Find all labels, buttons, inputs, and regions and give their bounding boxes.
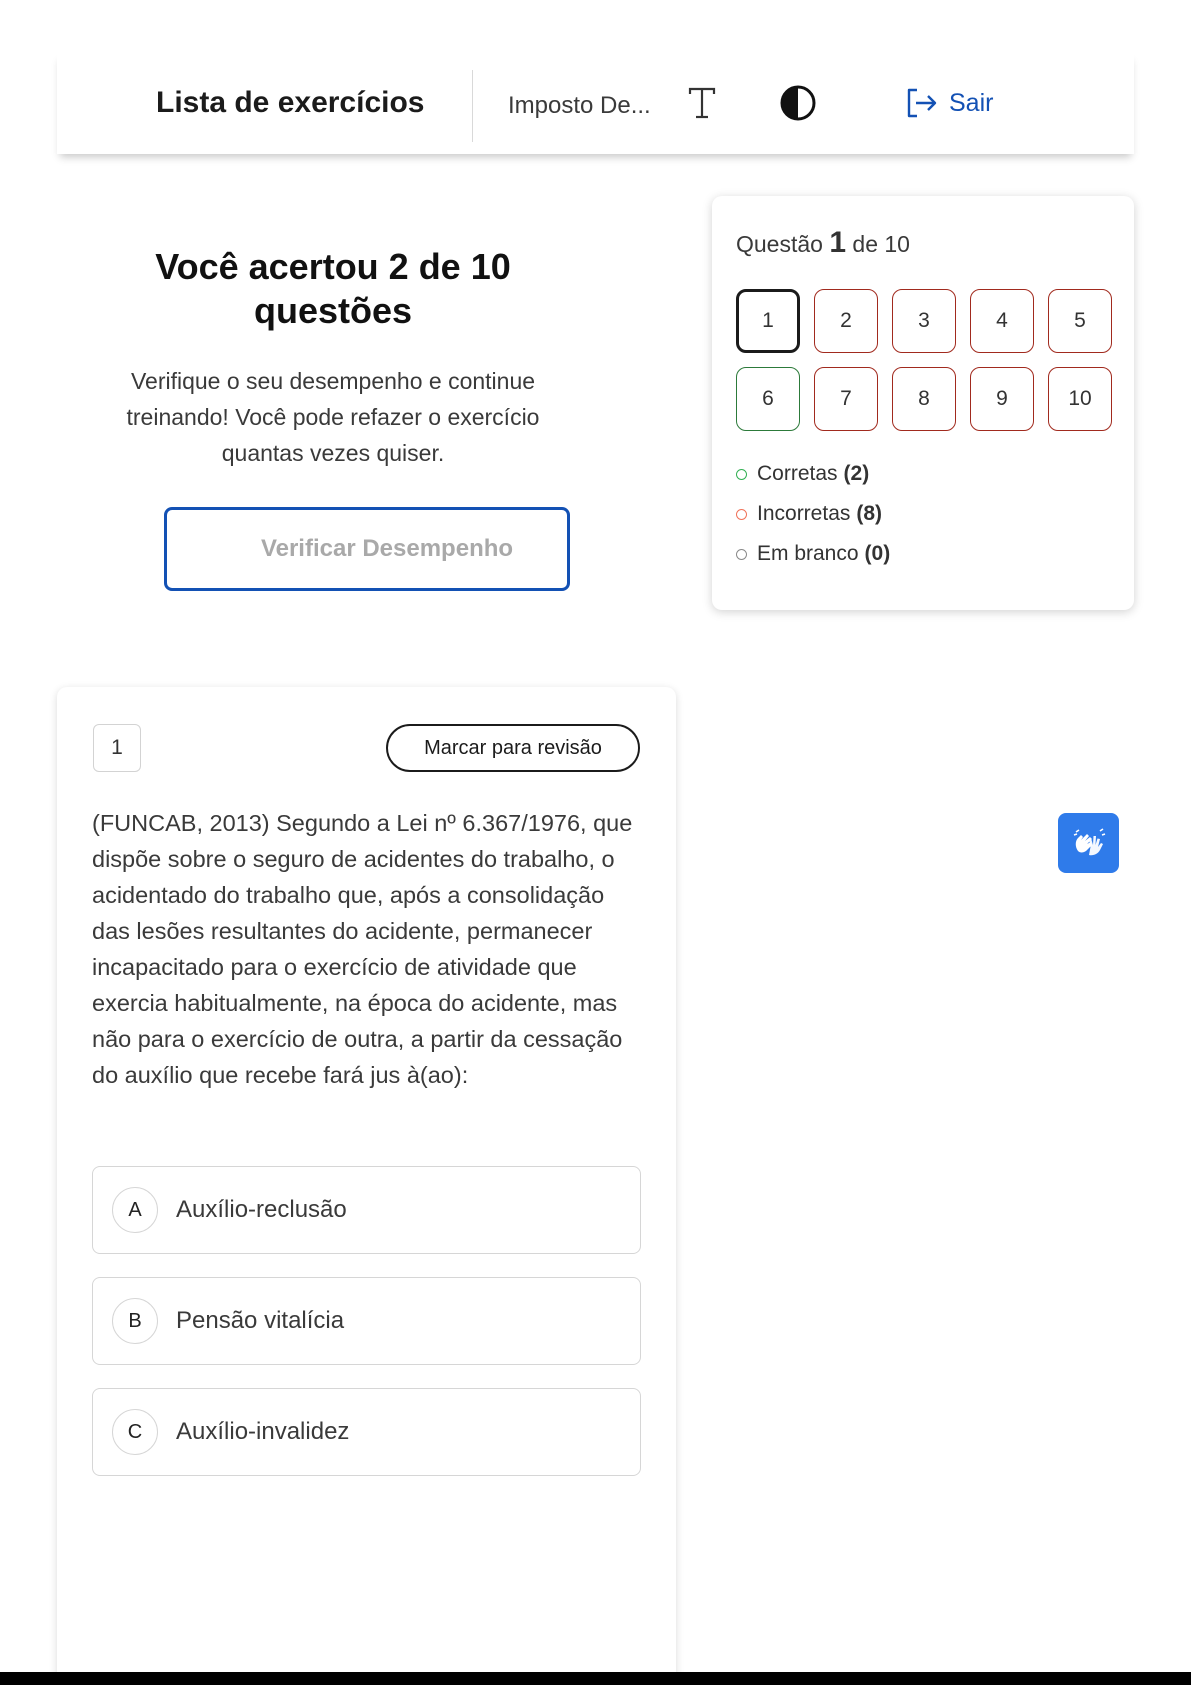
answer-options xyxy=(92,1166,641,1499)
question-counter xyxy=(736,226,910,260)
question-statement: (FUNCAB, 2013) Segundo a Lei nº 6.367/1976, que dispõe sobre o seguro de acidentes do trabalho, o acidentado do trabalho que, após a consolidação das lesões resultantes do acidente, permanecer incapacitado para o exercício de atividade que exercia habitualmente, na época do acidente, mas não para o exercício de outra, a partir da cessação do auxílio que recebe fará jus à(ao): xyxy=(92,810,633,1088)
option-letter: A xyxy=(112,1187,158,1233)
logout-button[interactable] xyxy=(905,82,993,124)
option-letter: B xyxy=(112,1298,158,1344)
legend-correct xyxy=(736,454,890,494)
header-divider xyxy=(472,70,473,142)
legend-label: Incorretas xyxy=(757,502,851,525)
font-size-icon xyxy=(687,86,717,120)
counter-prefix: Questão xyxy=(736,231,823,257)
contrast-icon xyxy=(779,84,817,122)
legend-label: Corretas xyxy=(757,462,838,485)
question-button-3[interactable]: 3 xyxy=(892,289,956,353)
circle-icon xyxy=(736,469,747,480)
result-summary xyxy=(100,245,566,471)
question-grid xyxy=(736,289,1112,431)
font-size-button[interactable] xyxy=(681,80,723,126)
legend-label: Em branco xyxy=(757,542,859,565)
question-button-10[interactable]: 10 xyxy=(1048,367,1112,431)
counter-suffix: de 10 xyxy=(852,231,910,257)
legend-count: (2) xyxy=(843,462,870,485)
top-header xyxy=(57,52,1134,154)
legend-incorrect xyxy=(736,494,890,534)
bottom-bar xyxy=(0,1672,1191,1685)
question-button-1[interactable]: 1 xyxy=(736,289,800,353)
page-title: Lista de exercícios xyxy=(156,86,425,119)
sign-language-hands-icon xyxy=(1069,823,1109,863)
question-button-6[interactable]: 6 xyxy=(736,367,800,431)
question-button-8[interactable]: 8 xyxy=(892,367,956,431)
legend-blank xyxy=(736,534,890,574)
legend-count: (8) xyxy=(856,502,883,525)
status-legend xyxy=(736,454,890,574)
question-button-9[interactable]: 9 xyxy=(970,367,1034,431)
option-letter: C xyxy=(112,1409,158,1455)
option-text: Auxílio-invalidez xyxy=(176,1418,350,1445)
circle-icon xyxy=(736,549,747,560)
mark-for-review-button[interactable]: Marcar para revisão xyxy=(386,724,640,772)
question-navigator xyxy=(712,196,1134,610)
question-button-5[interactable]: 5 xyxy=(1048,289,1112,353)
logout-icon xyxy=(905,87,939,119)
result-description: Verifique o seu desempenho e continue treinando! Você pode refazer o exercício quantas vezes quiser. xyxy=(126,368,540,466)
answer-option-c[interactable] xyxy=(92,1388,641,1476)
question-button-2[interactable]: 2 xyxy=(814,289,878,353)
option-text: Auxílio-reclusão xyxy=(176,1196,347,1223)
result-title: Você acertou 2 de 10 questões xyxy=(155,246,511,331)
counter-current: 1 xyxy=(829,226,847,259)
legend-count: (0) xyxy=(864,542,891,565)
question-button-7[interactable]: 7 xyxy=(814,367,878,431)
logout-label: Sair xyxy=(949,88,994,117)
subject-name: Imposto De... xyxy=(508,92,651,119)
question-button-4[interactable]: 4 xyxy=(970,289,1034,353)
libras-accessibility-button[interactable] xyxy=(1058,813,1119,873)
option-text: Pensão vitalícia xyxy=(176,1307,345,1334)
contrast-button[interactable] xyxy=(777,82,819,124)
circle-icon xyxy=(736,509,747,520)
question-number-badge: 1 xyxy=(93,724,141,772)
answer-option-b[interactable] xyxy=(92,1277,641,1365)
question-card xyxy=(57,687,676,1685)
answer-option-a[interactable] xyxy=(92,1166,641,1254)
verify-performance-button[interactable]: Verificar Desempenho xyxy=(164,507,570,591)
